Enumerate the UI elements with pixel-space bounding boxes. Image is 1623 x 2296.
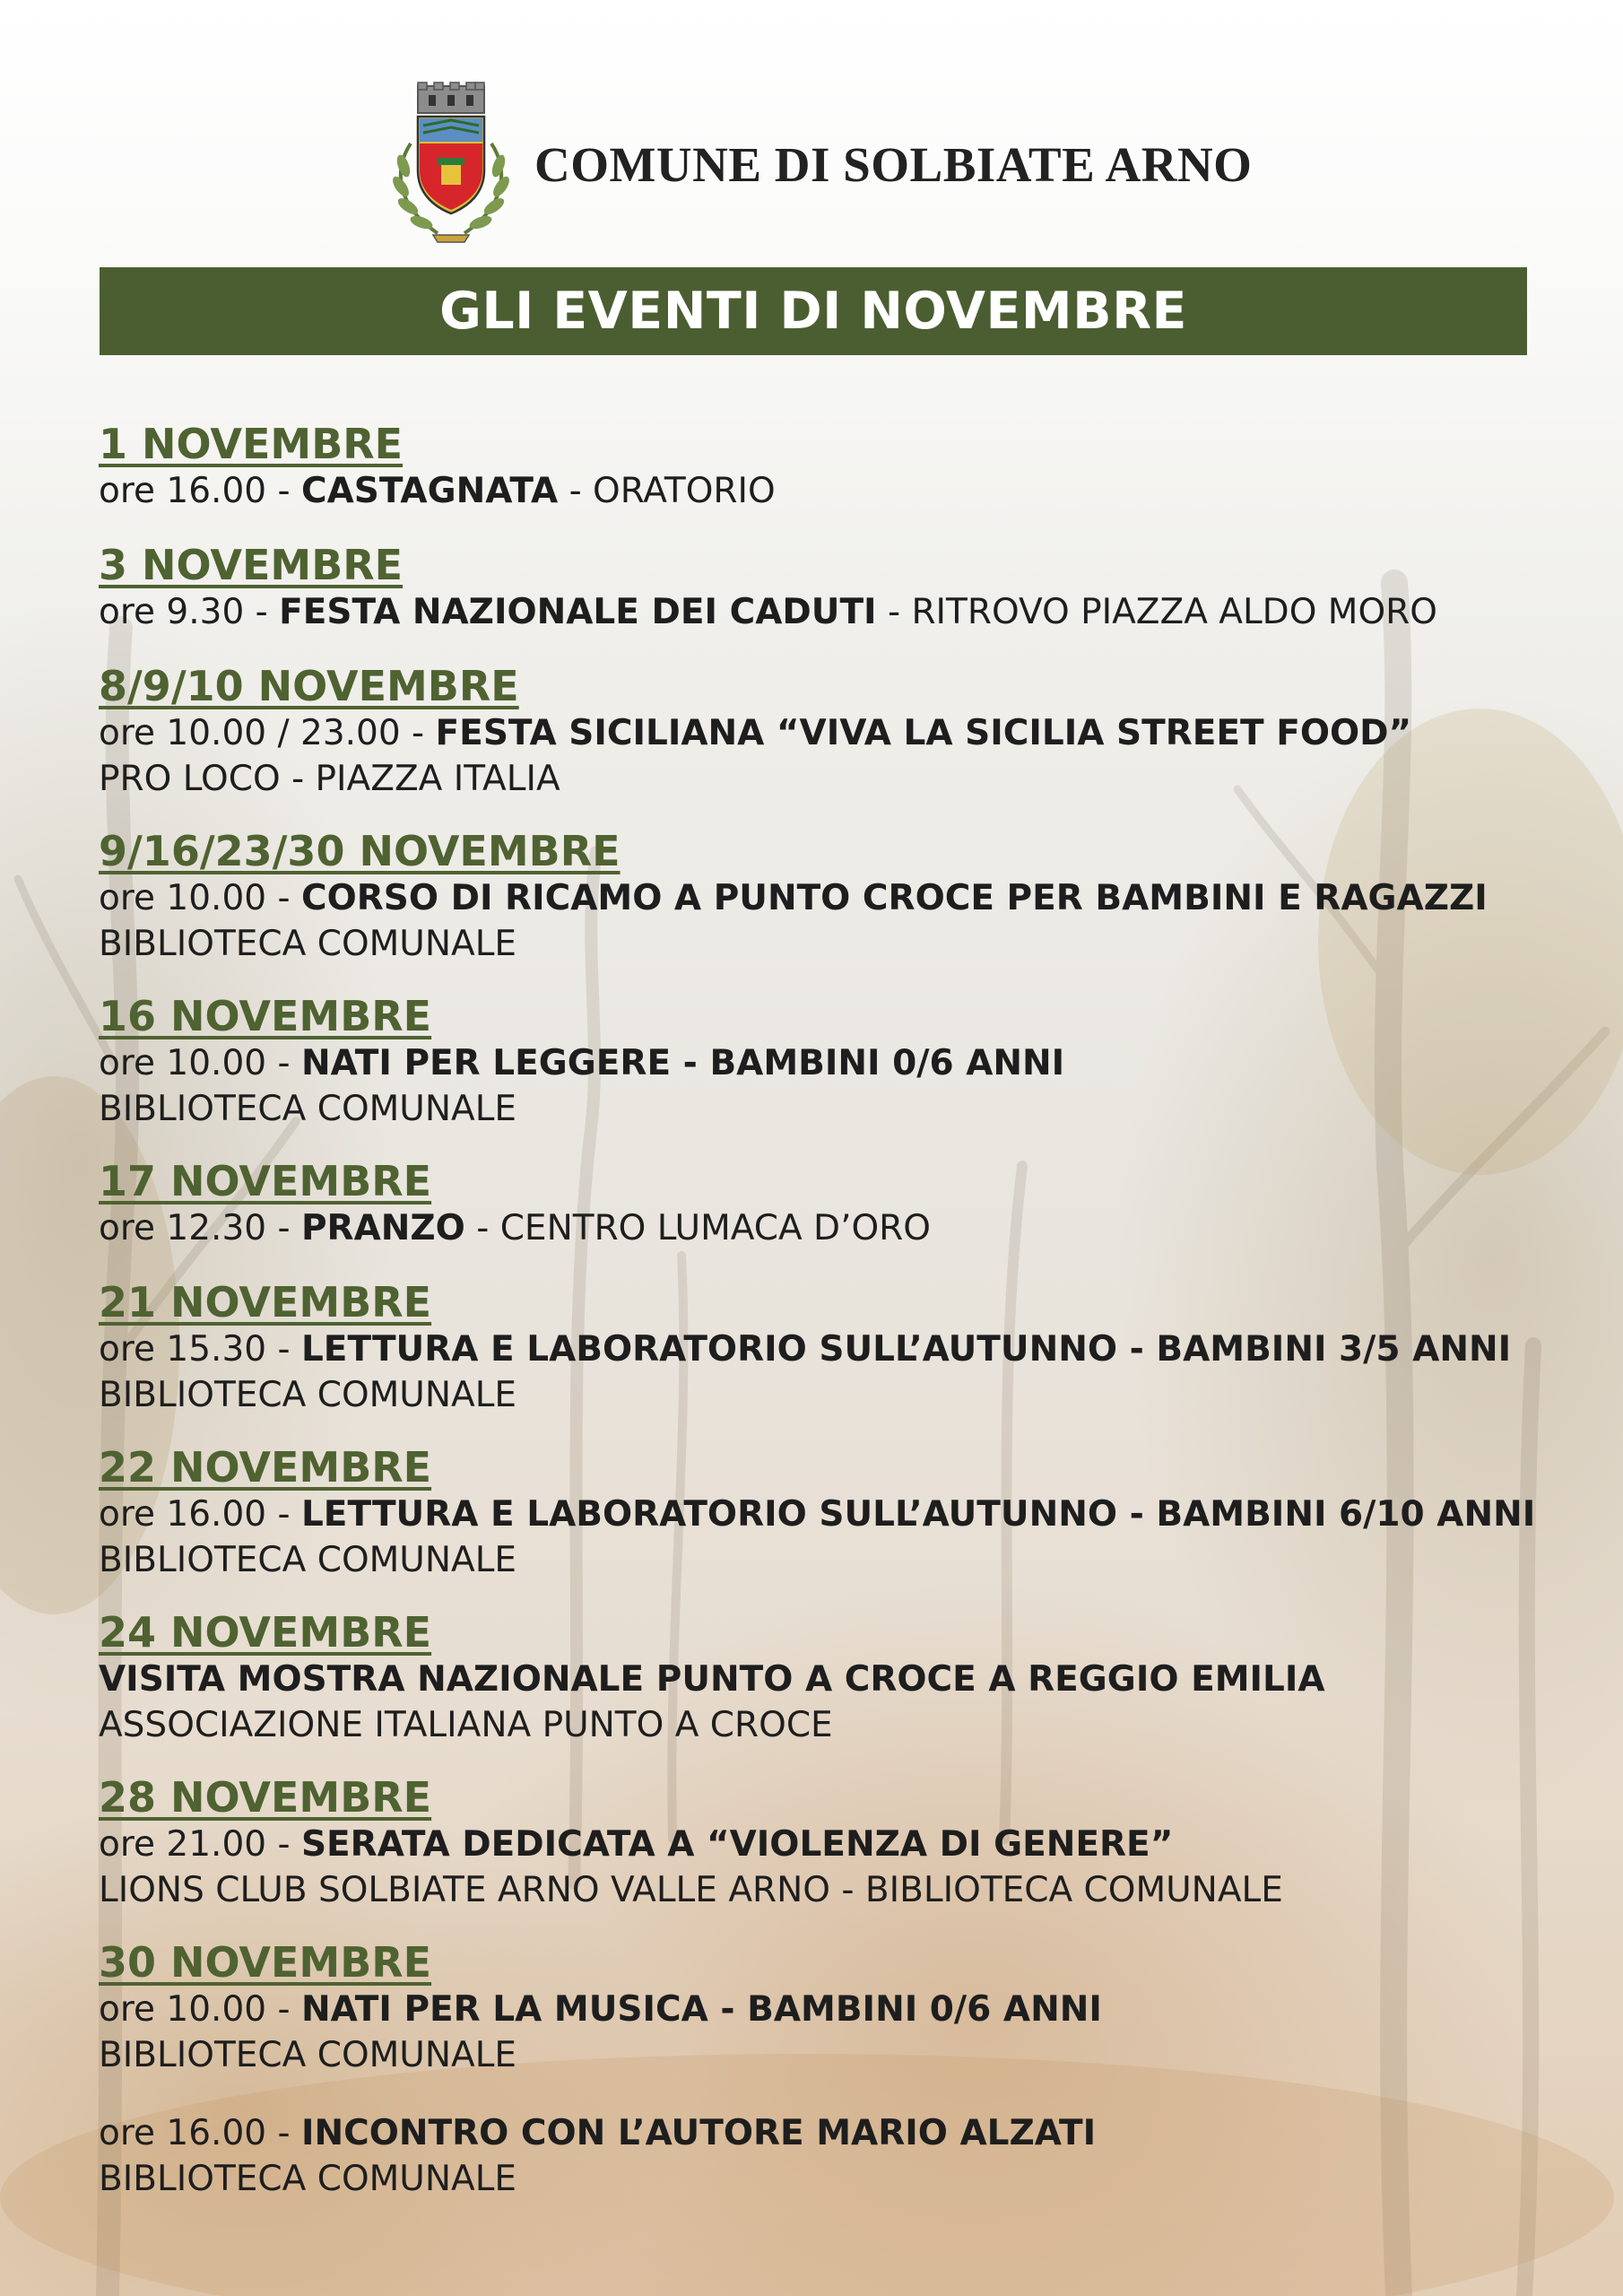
event-suffix: - RITROVO PIAZZA ALDO MORO	[876, 592, 1437, 632]
event-date: 22 NOVEMBRE	[99, 1443, 432, 1492]
event-time: ore 12.30 -	[99, 1208, 301, 1248]
event-line	[99, 1205, 1569, 1251]
event-line	[99, 1657, 1569, 1702]
event-date: 21 NOVEMBRE	[99, 1278, 432, 1326]
event-item	[99, 1278, 1569, 1418]
event-time: ore 10.00 -	[99, 878, 301, 918]
event-line	[99, 1326, 1569, 1372]
event-line	[99, 1987, 1569, 2032]
event-item	[99, 420, 1569, 514]
event-title: CASTAGNATA	[300, 471, 559, 511]
event-time: ore 10.00 -	[99, 1043, 301, 1083]
event-date: 9/16/23/30 NOVEMBRE	[99, 827, 621, 875]
event-date: 8/9/10 NOVEMBRE	[99, 662, 519, 710]
event-place: BIBLIOTECA COMUNALE	[99, 2159, 517, 2199]
event-line	[99, 1492, 1569, 1537]
event-title: PRANZO	[300, 1208, 465, 1248]
event-title: CORSO DI RICAMO A PUNTO CROCE PER BAMBINI E RAGAZZI	[300, 878, 1488, 918]
event-date: 17 NOVEMBRE	[99, 1157, 432, 1205]
event-line	[99, 589, 1569, 635]
event-date: 16 NOVEMBRE	[99, 992, 432, 1040]
event-date: 28 NOVEMBRE	[99, 1773, 432, 1822]
event-title: FESTA SICILIANA “VIVA LA SICILIA STREET FOOD”	[435, 713, 1412, 753]
event-place: LIONS CLUB SOLBIATE ARNO VALLE ARNO - BIBLIOTECA COMUNALE	[99, 1870, 1283, 1910]
event-date: 3 NOVEMBRE	[99, 541, 404, 589]
event-line	[99, 875, 1569, 921]
municipal-crest-icon	[384, 81, 518, 251]
event-time: ore 16.00 -	[99, 471, 301, 511]
event-date: 1 NOVEMBRE	[99, 420, 404, 468]
events-list	[99, 420, 1569, 2202]
event-suffix: - CENTRO LUMACA D’ORO	[464, 1208, 931, 1248]
event-place: PRO LOCO - PIAZZA ITALIA	[99, 759, 560, 799]
event-item	[99, 827, 1569, 967]
event-place: BIBLIOTECA COMUNALE	[99, 1540, 517, 1580]
event-time: ore 10.00 -	[99, 1989, 301, 2030]
event-line	[99, 710, 1569, 756]
page-header	[0, 81, 1623, 260]
event-line	[99, 468, 1569, 514]
event-place: BIBLIOTECA COMUNALE	[99, 1375, 517, 1415]
event-title: VISITA MOSTRA NAZIONALE PUNTO A CROCE A REGGIO EMILIA	[99, 1659, 1325, 1700]
event-time: ore 16.00 -	[99, 2113, 301, 2153]
event-item	[99, 662, 1569, 802]
event-place: BIBLIOTECA COMUNALE	[99, 924, 517, 964]
event-title: INCONTRO CON L’AUTORE MARIO ALZATI	[300, 2113, 1097, 2153]
title-banner	[100, 267, 1527, 355]
event-line	[99, 1040, 1569, 1086]
event-time: ore 21.00 -	[99, 1824, 301, 1865]
event-title: FESTA NAZIONALE DEI CADUTI	[279, 592, 877, 632]
event-item	[99, 1608, 1569, 1748]
event-time: ore 10.00 / 23.00 -	[99, 713, 436, 753]
event-item	[99, 1443, 1569, 1583]
event-time: ore 15.30 -	[99, 1329, 301, 1370]
event-time: ore 9.30 -	[99, 592, 280, 632]
event-place: ASSOCIAZIONE ITALIANA PUNTO A CROCE	[99, 1705, 833, 1745]
event-item	[99, 1938, 1569, 2078]
event-time: ore 16.00 -	[99, 1494, 301, 1535]
event-title: NATI PER LEGGERE - BAMBINI 0/6 ANNI	[300, 1043, 1065, 1083]
event-item	[99, 2110, 1569, 2202]
event-line	[99, 2110, 1569, 2156]
event-item	[99, 541, 1569, 635]
event-item	[99, 1157, 1569, 1251]
event-title: LETTURA E LABORATORIO SULL’AUTUNNO - BAMBINI 6/10 ANNI	[300, 1494, 1536, 1535]
event-title: LETTURA E LABORATORIO SULL’AUTUNNO - BAMBINI 3/5 ANNI	[300, 1329, 1512, 1370]
event-suffix: - ORATORIO	[558, 471, 776, 511]
event-date: 24 NOVEMBRE	[99, 1608, 432, 1657]
event-place: BIBLIOTECA COMUNALE	[99, 1089, 517, 1129]
event-title: NATI PER LA MUSICA - BAMBINI 0/6 ANNI	[300, 1989, 1102, 2030]
banner-title: GLI EVENTI DI NOVEMBRE	[439, 282, 1187, 341]
event-item	[99, 992, 1569, 1132]
event-date: 30 NOVEMBRE	[99, 1938, 432, 1987]
event-title: SERATA DEDICATA A “VIOLENZA DI GENERE”	[300, 1824, 1174, 1865]
event-line	[99, 1822, 1569, 1867]
comune-title: COMUNE DI SOLBIATE ARNO	[534, 137, 1253, 192]
event-place: BIBLIOTECA COMUNALE	[99, 2035, 517, 2075]
event-item	[99, 1773, 1569, 1913]
